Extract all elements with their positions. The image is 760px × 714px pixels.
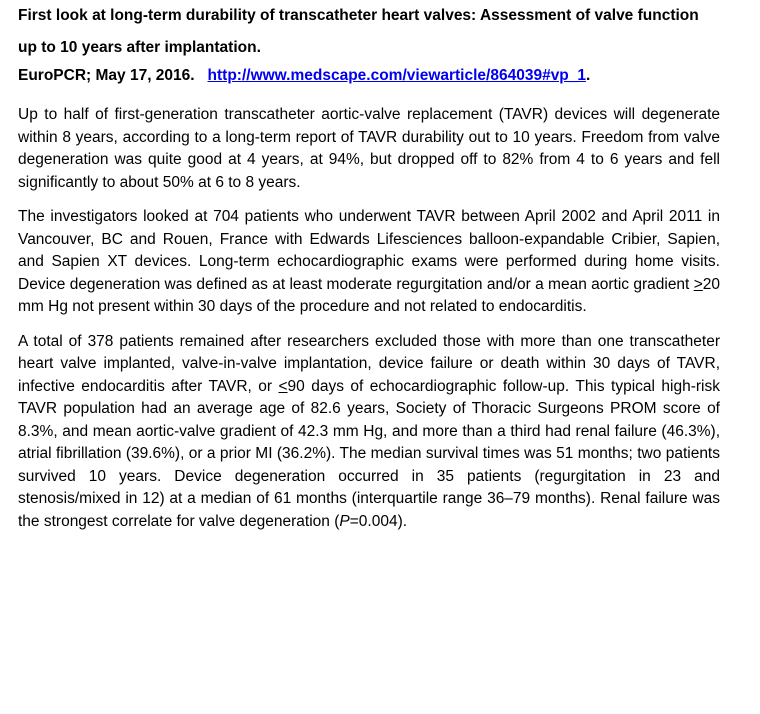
paragraph-3-text-b: 90 days of echocardiographic follow-up. This typical high-risk TAVR population had an average age of 82.6 years, Society of Thoracic Surgeons PROM score of 8.3%, and mean aortic-valve gradient of 42.3 mm Hg, and more than a third had renal failure (46.3%), atrial fibrillation (39.6%), or a prior MI (36.2%). The median survival times was 51 months; two patients survived 10 years. Device degeneration occurred in 35 patients (regurgitation in 23 and stenosis/mixed in 12) at a median of 61 months (interquartile range 36–79 months). Renal failure was the strongest correlate for valve degeneration ( xyxy=(18,377,721,530)
greater-equal-symbol: > xyxy=(693,275,703,293)
paragraph-3-text-c: =0.004). xyxy=(349,512,408,530)
paragraph-1: Up to half of first-generation transcatheter aortic-valve replacement (TAVR) devices will degenerate within 8 years, according to a long-term report of TAVR durability out to 10 years. Freedom from valve degeneration was quite good at 4 years, at 94%, but dropped off to 82% from 4 to 6 years and fell significantly to about 50% at 6 to 8 years. xyxy=(18,106,720,191)
p-value-symbol: P xyxy=(339,512,350,530)
paragraph-2-text-a: The investigators looked at 704 patients who underwent TAVR between April 2002 and April 2011 in Vancouver, BC and Rouen, France with Edwards Lifesciences balloon-expandable Cribier, Sapien, and Sapien XT devices. Long-term echocardiographic exams were performed during home visits. Device degeneration was defined as at least moderate regurgitation and/or a mean aortic gradient xyxy=(18,208,720,293)
source-label: EuroPCR; May 17, 2016. xyxy=(18,67,195,84)
paragraph-3 xyxy=(18,331,720,534)
paragraph-3-text-a: A total of 378 patients remained after researchers excluded those with more than one transcatheter heart valve implanted, valve-in-valve implantation, device failure or death within 30 days of TAVR, infective endocarditis after TAVR, or xyxy=(18,332,720,395)
source-link[interactable]: http://www.medscape.com/viewarticle/864039#vp_1 xyxy=(207,67,587,84)
paragraph-2-text-b: 20 mm Hg not present within 30 days of the procedure and not related to endocarditis. xyxy=(18,275,720,315)
document-page xyxy=(18,0,720,545)
article-source xyxy=(18,64,720,88)
source-link-suffix: . xyxy=(586,67,591,84)
paragraph-2 xyxy=(18,206,720,319)
article-title: First look at long-term durability of transcatheter heart valves: Assessment of valve function up to 10 years after implantation. xyxy=(18,7,699,56)
less-equal-symbol: < xyxy=(278,377,288,395)
